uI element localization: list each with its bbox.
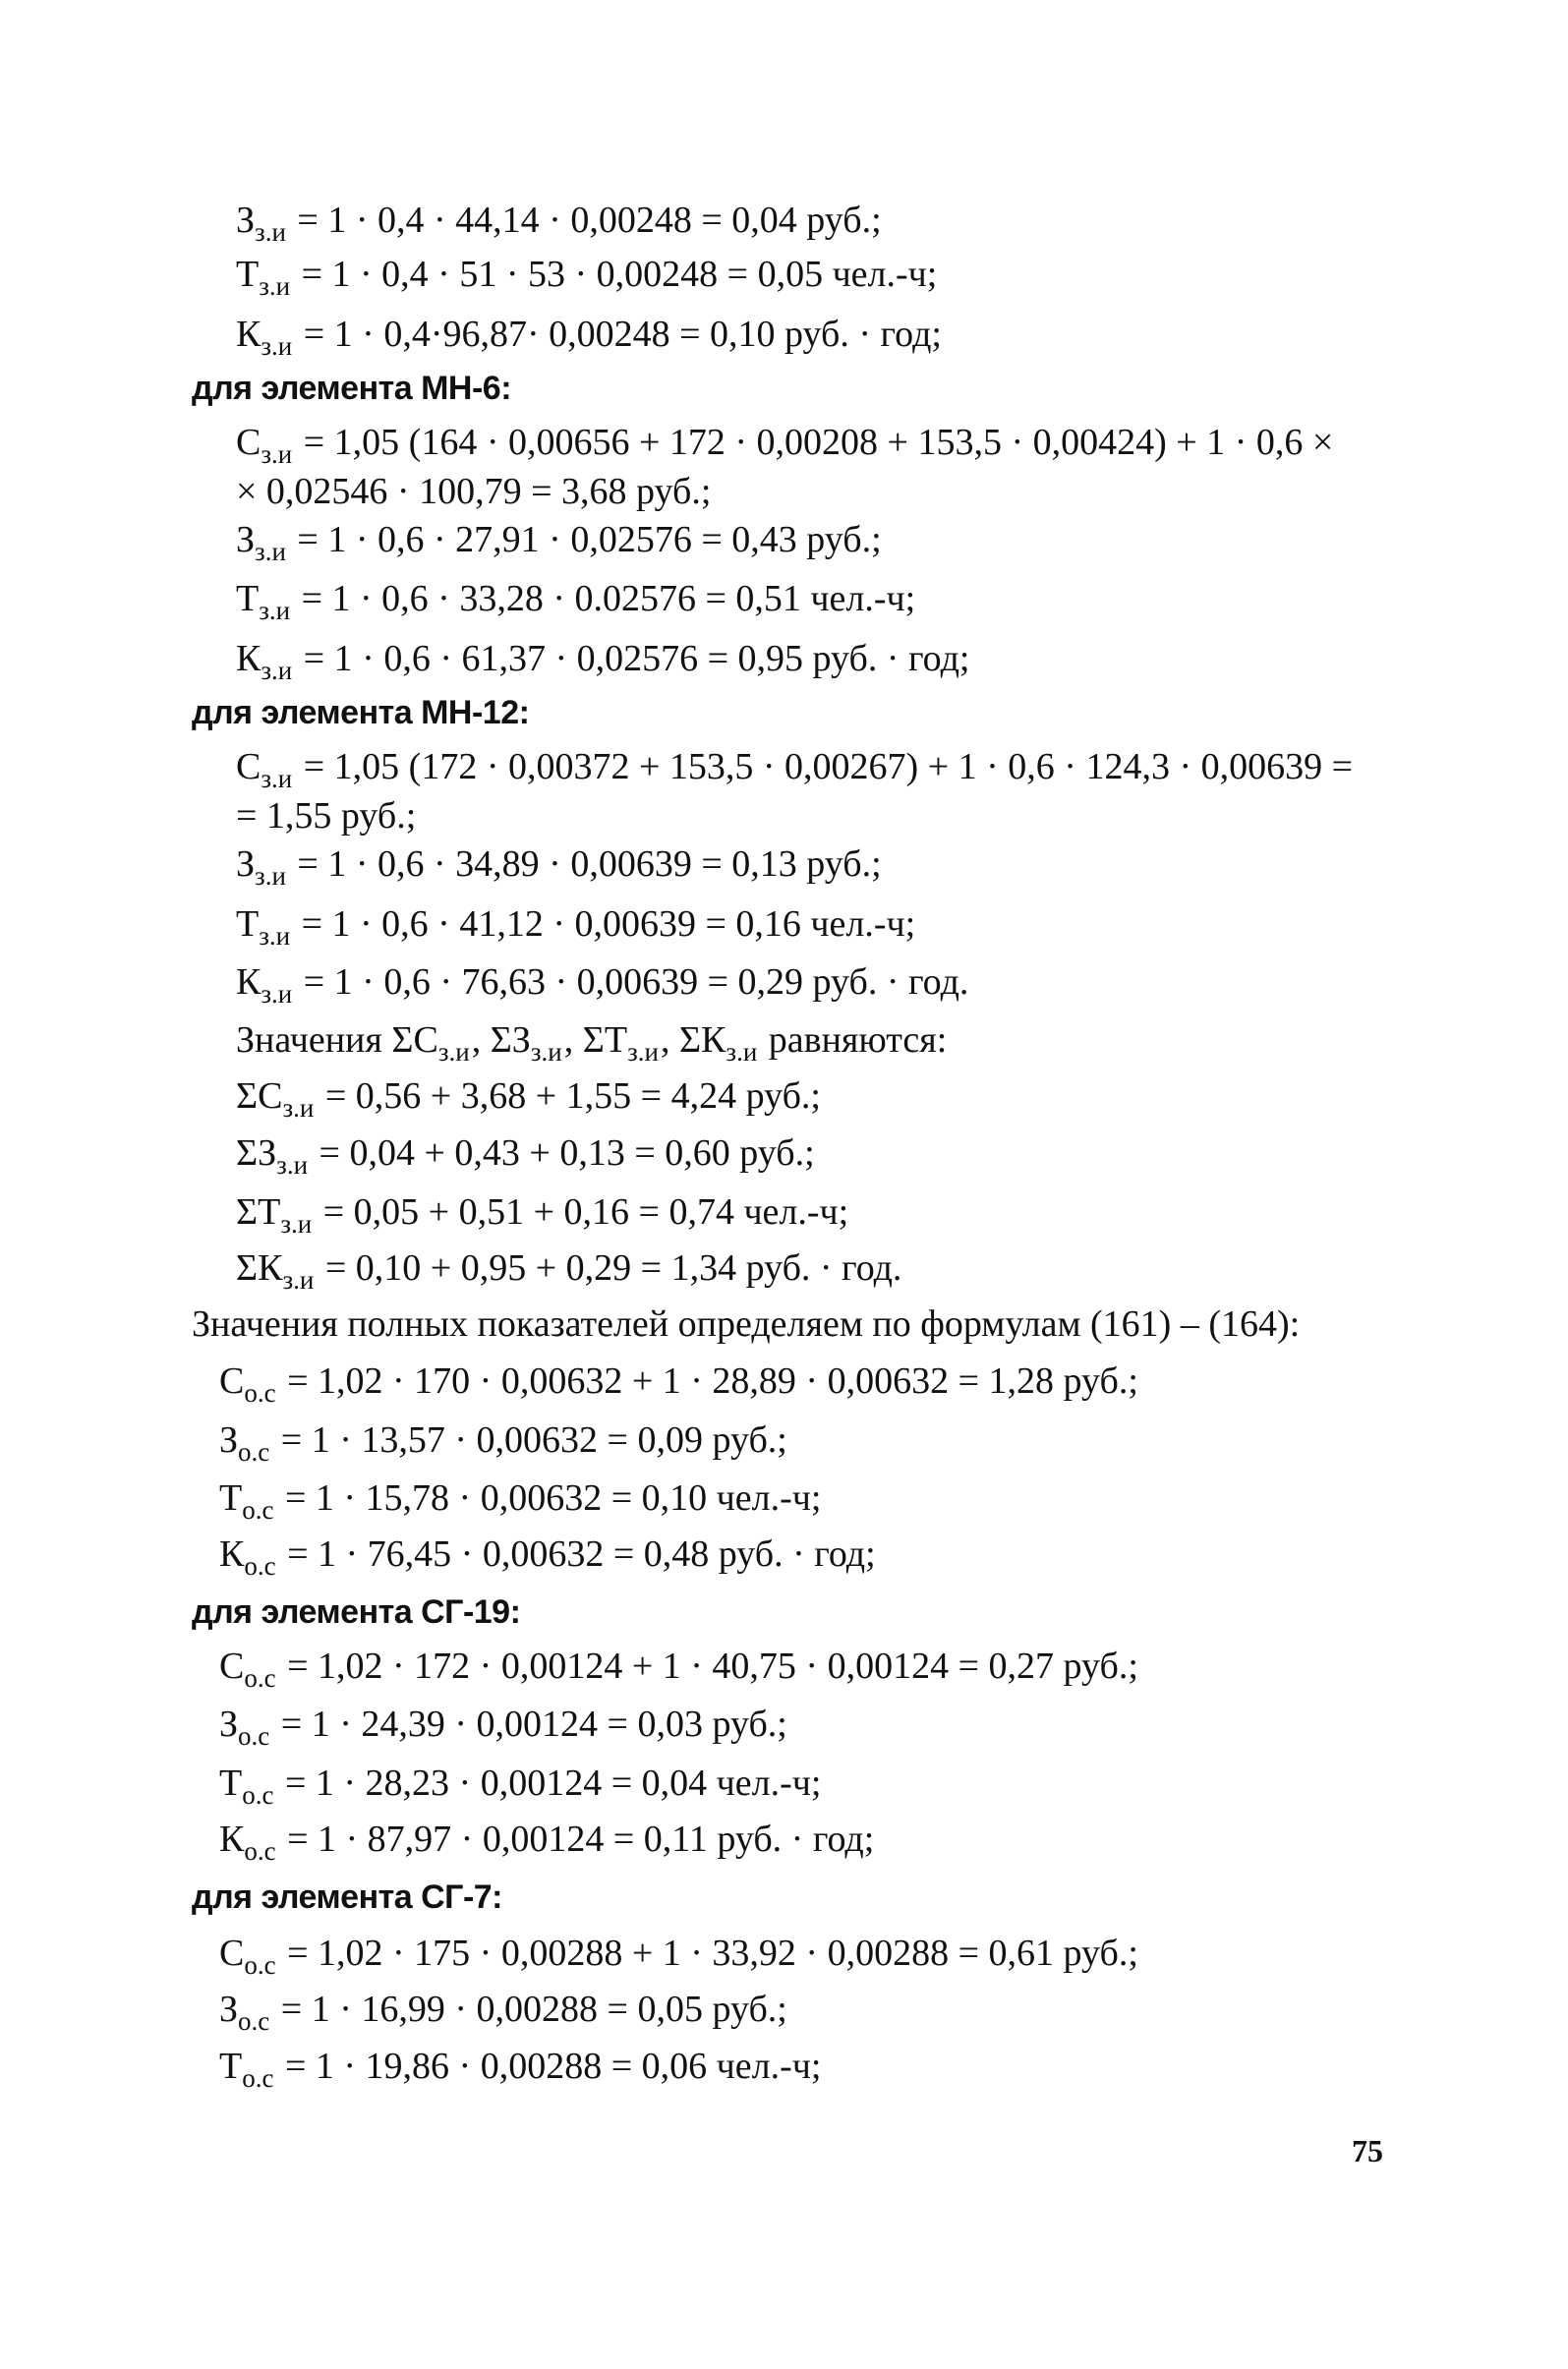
formula-expression: = 1 · 0,6 · 34,89 · 0,00639 = 0,13 руб.; xyxy=(297,843,882,885)
formula-subscript: з.и xyxy=(261,331,293,361)
formula-expression: = 0,10 + 0,95 + 0,29 = 1,34 руб. · год. xyxy=(324,1247,902,1289)
formula-subscript: з.и xyxy=(437,1037,470,1067)
formula-expression: = 1 · 19,86 · 0,00288 = 0,06 чел.-ч; xyxy=(284,2046,822,2087)
formula-line xyxy=(236,1190,848,1237)
formula-subscript: з.и xyxy=(261,764,293,793)
formula-line xyxy=(236,960,968,1007)
formula-line xyxy=(236,1246,901,1293)
formula-line xyxy=(236,313,942,359)
formula-expression: = 1 · 28,23 · 0,00124 = 0,04 чел.-ч; xyxy=(284,1762,822,1804)
formula-line xyxy=(219,1703,787,1749)
formula-line xyxy=(236,842,882,889)
formula-symbol: ΣТ xyxy=(236,1191,281,1233)
formula-line xyxy=(236,518,882,564)
formula-expression: = 1 · 13,57 · 0,00632 = 0,09 руб.; xyxy=(280,1419,787,1461)
formula-line xyxy=(236,1131,815,1178)
formula-symbol: Т xyxy=(219,1762,243,1804)
formula-line xyxy=(219,1645,1138,1691)
formula-continuation: × 0,02546 · 100,79 = 3,68 руб.; xyxy=(236,471,712,512)
sum-intro-text: Значения ΣС xyxy=(236,1019,438,1061)
formula-subscript: з.и xyxy=(530,1037,562,1067)
element-heading: для элемента МН-12: xyxy=(192,694,530,731)
formula-expression: = 0,05 + 0,51 + 0,16 = 0,74 чел.-ч; xyxy=(322,1191,849,1233)
formula-line xyxy=(219,1762,821,1808)
formula-symbol: К xyxy=(236,961,261,1003)
formula-expression: = 0,56 + 3,68 + 1,55 = 4,24 руб.; xyxy=(324,1075,821,1117)
formula-subscript: з.и xyxy=(282,1265,315,1295)
formula-line xyxy=(219,2045,821,2091)
formula-symbol: К xyxy=(219,1819,245,1860)
formula-subscript: о.с xyxy=(242,1495,274,1525)
sum-intro-text: равняются: xyxy=(759,1019,948,1061)
formula-subscript: з.и xyxy=(276,1150,309,1180)
formula-line xyxy=(219,1418,787,1465)
formula-symbol: З xyxy=(236,200,256,241)
formula-expression: = 1,05 (164 · 0,00656 + 172 · 0,00208 + 153,5 · 0,00424) + 1 · 0,6 × xyxy=(303,422,1334,463)
formula-symbol: З xyxy=(219,1704,239,1745)
formula-symbol: Т xyxy=(236,903,260,945)
formula-expression: = 1,02 · 175 · 0,00288 + 1 · 33,92 · 0,00288 = 0,61 руб.; xyxy=(287,1933,1138,1974)
formula-symbol: С xyxy=(219,1933,245,1974)
formula-subscript: з.и xyxy=(261,979,293,1009)
formula-line xyxy=(236,199,882,245)
formula-expression: = 1 · 0,6 · 76,63 · 0,00639 = 0,29 руб. · год. xyxy=(303,961,969,1003)
formula-expression: = 1 · 0,6 · 33,28 · 0.02576 = 0,51 чел.-ч; xyxy=(301,578,916,619)
formula-symbol: К xyxy=(236,314,261,355)
element-heading: для элемента СГ-19: xyxy=(192,1593,521,1631)
formula-expression: = 1 · 0,4·96,87· 0,00248 = 0,10 руб. · год; xyxy=(303,314,942,355)
formula-expression: = 1,02 · 172 · 0,00124 + 1 · 40,75 · 0,00124 = 0,27 руб.; xyxy=(287,1646,1138,1687)
formula-subscript: о.с xyxy=(244,1950,276,1980)
formula-subscript: з.и xyxy=(282,1093,315,1123)
formula-line xyxy=(219,1988,787,2034)
formula-subscript: з.и xyxy=(259,921,291,951)
formula-expression: = 1 · 87,97 · 0,00124 = 0,11 руб. · год; xyxy=(287,1819,875,1860)
formula-expression: = 0,04 + 0,43 + 0,13 = 0,60 руб.; xyxy=(319,1132,815,1174)
formula-expression: = 1 · 0,6 · 27,91 · 0,02576 = 0,43 руб.; xyxy=(297,519,882,560)
formula-subscript: з.и xyxy=(255,217,286,247)
formula-subscript: о.с xyxy=(244,1378,276,1408)
formula-line xyxy=(219,1932,1138,1978)
formula-line xyxy=(236,1074,821,1121)
formula-line xyxy=(236,421,1333,467)
formula-expression: = 1,05 (172 · 0,00372 + 153,5 · 0,00267) + 1 · 0,6 · 124,3 · 0,00639 = xyxy=(303,746,1354,787)
formula-line xyxy=(236,745,1353,791)
formula-subscript: о.с xyxy=(244,1551,276,1581)
formula-subscript: з.и xyxy=(259,271,291,301)
sum-intro-text: , ΣК xyxy=(660,1019,726,1061)
formula-symbol: З xyxy=(236,843,256,885)
formula-line xyxy=(236,253,937,299)
formula-symbol: С xyxy=(236,746,261,787)
formula-subscript: з.и xyxy=(255,537,286,566)
formula-symbol: Т xyxy=(219,1477,243,1519)
formula-subscript: о.с xyxy=(244,1663,276,1693)
formula-symbol: ΣК xyxy=(236,1247,283,1289)
formula-expression: = 1,02 · 170 · 0,00632 + 1 · 28,89 · 0,00632 = 1,28 руб.; xyxy=(287,1360,1138,1402)
formula-symbol: К xyxy=(236,638,261,679)
formula-line xyxy=(236,637,969,683)
element-heading: для элемента СГ-7: xyxy=(192,1878,502,1916)
formula-subscript: з.и xyxy=(261,656,293,685)
formula-symbol: ΣЗ xyxy=(236,1132,277,1174)
formula-subscript: о.с xyxy=(238,2006,270,2036)
formula-subscript: з.и xyxy=(255,861,286,891)
formula-expression: = 1 · 15,78 · 0,00632 = 0,10 чел.-ч; xyxy=(284,1477,822,1519)
formula-subscript: з.и xyxy=(259,596,291,625)
formula-symbol: ΣС xyxy=(236,1075,283,1117)
formula-symbol: З xyxy=(236,519,256,560)
formula-subscript: о.с xyxy=(242,1780,274,1810)
formula-symbol: З xyxy=(219,1989,239,2030)
formula-subscript: о.с xyxy=(242,2063,274,2093)
formula-continuation: = 1,55 руб.; xyxy=(236,795,417,837)
formula-symbol: З xyxy=(219,1419,239,1461)
formula-subscript: з.и xyxy=(261,439,293,469)
formula-subscript: о.с xyxy=(238,1437,270,1467)
formula-subscript: з.и xyxy=(280,1209,313,1239)
formula-symbol: Т xyxy=(236,254,260,295)
paragraph-text: Значения полных показателей определяем по формулам (161) – (164): xyxy=(192,1303,1301,1345)
formula-line xyxy=(219,1359,1138,1406)
formula-symbol: С xyxy=(236,422,261,463)
formula-symbol: Т xyxy=(236,578,260,619)
formula-expression: = 1 · 0,4 · 51 · 53 · 0,00248 = 0,05 чел.-ч; xyxy=(301,254,938,295)
formula-symbol: С xyxy=(219,1646,245,1687)
formula-symbol: Т xyxy=(219,2046,243,2087)
formula-line xyxy=(236,902,915,949)
formula-subscript: з.и xyxy=(726,1037,758,1067)
formula-expression: = 1 · 16,99 · 0,00288 = 0,05 руб.; xyxy=(280,1989,787,2030)
formula-symbol: К xyxy=(219,1533,245,1575)
formula-expression: = 1 · 24,39 · 0,00124 = 0,03 руб.; xyxy=(280,1704,787,1745)
sum-intro-line xyxy=(236,1018,947,1065)
formula-line xyxy=(236,577,915,623)
element-heading: для элемента МН-6: xyxy=(192,370,512,407)
formula-subscript: з.и xyxy=(627,1037,659,1067)
formula-expression: = 1 · 76,45 · 0,00632 = 0,48 руб. · год; xyxy=(287,1533,876,1575)
sum-intro-text: , ΣЗ xyxy=(471,1019,531,1061)
formula-symbol: С xyxy=(219,1360,245,1402)
formula-expression: = 1 · 0,6 · 41,12 · 0,00639 = 0,16 чел.-ч; xyxy=(301,903,916,945)
formula-line xyxy=(219,1476,821,1523)
formula-line xyxy=(219,1532,876,1579)
page-number: 75 xyxy=(1352,2133,1383,2168)
formula-subscript: о.с xyxy=(244,1836,276,1866)
formula-line xyxy=(219,1818,874,1864)
formula-expression: = 1 · 0,4 · 44,14 · 0,00248 = 0,04 руб.; xyxy=(297,200,882,241)
formula-expression: = 1 · 0,6 · 61,37 · 0,02576 = 0,95 руб. · год; xyxy=(303,638,970,679)
formula-subscript: о.с xyxy=(238,1721,270,1751)
sum-intro-text: , ΣТ xyxy=(563,1019,628,1061)
